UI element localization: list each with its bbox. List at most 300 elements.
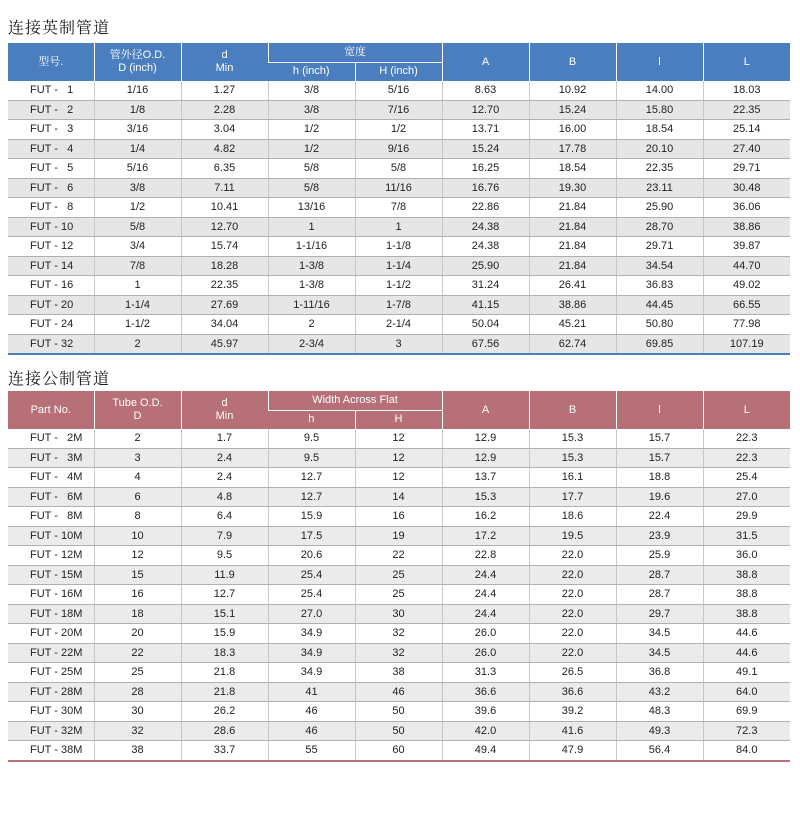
table-cell: 34.9 — [268, 624, 355, 644]
table-cell: 29.7 — [616, 604, 703, 624]
table-cell: 72.3 — [703, 721, 790, 741]
table-cell: 27.0 — [703, 487, 790, 507]
table-cell: 18.28 — [181, 256, 268, 276]
header-l-small: l — [616, 43, 703, 81]
header-tube-od-top: 管外径O.D. — [109, 49, 166, 61]
metric-fittings-table — [8, 391, 790, 762]
table-cell: 27.0 — [268, 604, 355, 624]
table-cell: 18.03 — [703, 81, 790, 100]
table-row — [8, 315, 790, 335]
table-row — [8, 663, 790, 683]
table-cell: 10.41 — [181, 198, 268, 218]
table-cell: 38 — [94, 741, 181, 761]
table-cell: 19.6 — [616, 487, 703, 507]
table-cell: 7.11 — [181, 178, 268, 198]
table-cell: 50 — [355, 721, 442, 741]
table-cell: 64.0 — [703, 682, 790, 702]
table-cell: 13.7 — [442, 468, 529, 488]
table-cell: 32 — [94, 721, 181, 741]
part-number-cell: FUT - 2M — [8, 429, 94, 448]
table-cell: 22.0 — [529, 643, 616, 663]
part-number-cell: FUT - 25M — [8, 663, 94, 683]
table-row — [8, 120, 790, 140]
table-cell: 1-11/16 — [268, 295, 355, 315]
table-cell: 25.90 — [442, 256, 529, 276]
table-cell: 18 — [94, 604, 181, 624]
table-cell: 12.7 — [181, 585, 268, 605]
table-cell: 1-1/16 — [268, 237, 355, 257]
table-row — [8, 721, 790, 741]
table-cell: 36.8 — [616, 663, 703, 683]
part-number-cell: FUT - 5 — [8, 159, 94, 179]
table-cell: 32 — [355, 624, 442, 644]
part-number-cell: FUT - 22M — [8, 643, 94, 663]
table-cell: 22.35 — [616, 159, 703, 179]
table-cell: 16.2 — [442, 507, 529, 527]
table-cell: 29.9 — [703, 507, 790, 527]
header-width: 宽度 — [268, 43, 442, 62]
table-cell: 22.86 — [442, 198, 529, 218]
table-cell: 22.3 — [703, 429, 790, 448]
table-cell: 3.04 — [181, 120, 268, 140]
table-cell: 44.70 — [703, 256, 790, 276]
table-cell: 14 — [355, 487, 442, 507]
table-cell: 7.9 — [181, 526, 268, 546]
table-row — [8, 429, 790, 448]
table-cell: 1-1/2 — [355, 276, 442, 296]
header-l-large: L — [703, 43, 790, 81]
table-cell: 1-1/2 — [94, 315, 181, 335]
table-cell: 56.4 — [616, 741, 703, 761]
header-l-large: L — [703, 391, 790, 429]
table-cell: 46 — [355, 682, 442, 702]
part-number-cell: FUT - 10 — [8, 217, 94, 237]
table-cell: 1-1/4 — [94, 295, 181, 315]
table-cell: 69.9 — [703, 702, 790, 722]
table-cell: 4 — [94, 468, 181, 488]
table-cell: 12.70 — [181, 217, 268, 237]
table-cell: 2-3/4 — [268, 334, 355, 354]
table-cell: 28 — [94, 682, 181, 702]
table-row — [8, 682, 790, 702]
table-row — [8, 217, 790, 237]
header-d-min — [181, 391, 268, 429]
table-cell: 15.80 — [616, 100, 703, 120]
table-cell: 29.71 — [703, 159, 790, 179]
table-cell: 47.9 — [529, 741, 616, 761]
header-a: A — [442, 391, 529, 429]
table-cell: 6.35 — [181, 159, 268, 179]
table-row — [8, 448, 790, 468]
table-cell: 17.2 — [442, 526, 529, 546]
table-cell: 66.55 — [703, 295, 790, 315]
header-b: B — [529, 43, 616, 81]
table-cell: 4.8 — [181, 487, 268, 507]
table-cell: 3 — [94, 448, 181, 468]
table-cell: 12.70 — [442, 100, 529, 120]
table-cell: 1-1/8 — [355, 237, 442, 257]
table-cell: 6.4 — [181, 507, 268, 527]
table-cell: 19.30 — [529, 178, 616, 198]
table-cell: 25.4 — [703, 468, 790, 488]
part-number-cell: FUT - 14 — [8, 256, 94, 276]
table-cell: 12 — [355, 429, 442, 448]
table-cell: 1-3/8 — [268, 256, 355, 276]
header-d-bottom: Min — [215, 62, 234, 74]
part-number-cell: FUT - 16M — [8, 585, 94, 605]
table-cell: 25.4 — [268, 585, 355, 605]
table-cell: 16 — [355, 507, 442, 527]
table-cell: 18.8 — [616, 468, 703, 488]
table-cell: 15.9 — [181, 624, 268, 644]
table-cell: 31.24 — [442, 276, 529, 296]
table-cell: 24.4 — [442, 604, 529, 624]
table-cell: 17.7 — [529, 487, 616, 507]
table-cell: 30 — [94, 702, 181, 722]
table-cell: 34.9 — [268, 663, 355, 683]
table-cell: 18.54 — [616, 120, 703, 140]
part-number-cell: FUT - 28M — [8, 682, 94, 702]
table-cell: 14.00 — [616, 81, 703, 100]
table-cell: 5/8 — [268, 159, 355, 179]
table-cell: 21.84 — [529, 256, 616, 276]
table-cell: 26.0 — [442, 643, 529, 663]
table-cell: 15.9 — [268, 507, 355, 527]
part-number-cell: FUT - 6M — [8, 487, 94, 507]
header-h-small: h — [268, 410, 355, 429]
table-cell: 21.84 — [529, 237, 616, 257]
table-cell: 39.6 — [442, 702, 529, 722]
table-cell: 1/2 — [268, 120, 355, 140]
table-cell: 25 — [355, 585, 442, 605]
table-cell: 1/2 — [94, 198, 181, 218]
table-cell: 1.27 — [181, 81, 268, 100]
table-cell: 22.35 — [703, 100, 790, 120]
table-row — [8, 624, 790, 644]
header-b: B — [529, 391, 616, 429]
table-cell: 25.9 — [616, 546, 703, 566]
table-cell: 49.3 — [616, 721, 703, 741]
table-cell: 22.35 — [181, 276, 268, 296]
part-number-cell: FUT - 20 — [8, 295, 94, 315]
table-cell: 28.7 — [616, 585, 703, 605]
table-row — [8, 100, 790, 120]
header-tube-od-top: Tube O.D. — [112, 397, 163, 409]
table-cell: 18.3 — [181, 643, 268, 663]
table-row — [8, 546, 790, 566]
table-cell: 19 — [355, 526, 442, 546]
header-h-small: h (inch) — [268, 62, 355, 81]
header-h-large: H (inch) — [355, 62, 442, 81]
table-cell: 12.9 — [442, 448, 529, 468]
imperial-section-title: 连接英制管道 — [8, 20, 111, 37]
header-l-small: l — [616, 391, 703, 429]
table-cell: 9.5 — [268, 448, 355, 468]
table-row — [8, 178, 790, 198]
table-row — [8, 604, 790, 624]
table-row — [8, 741, 790, 761]
table-cell: 21.84 — [529, 217, 616, 237]
table-cell: 16.1 — [529, 468, 616, 488]
table-row — [8, 198, 790, 218]
table-cell: 9.5 — [268, 429, 355, 448]
header-d-top: d — [221, 397, 228, 409]
table-cell: 2.28 — [181, 100, 268, 120]
header-h-large: H — [355, 410, 442, 429]
table-cell: 1/4 — [94, 139, 181, 159]
table-cell: 29.71 — [616, 237, 703, 257]
table-cell: 28.70 — [616, 217, 703, 237]
header-tube-od — [94, 391, 181, 429]
table-cell: 77.98 — [703, 315, 790, 335]
table-cell: 17.78 — [529, 139, 616, 159]
table-cell: 34.9 — [268, 643, 355, 663]
table-cell: 32 — [355, 643, 442, 663]
table-cell: 7/16 — [355, 100, 442, 120]
table-cell: 2-1/4 — [355, 315, 442, 335]
header-tube-od-bottom: D — [133, 410, 142, 422]
part-number-cell: FUT - 2 — [8, 100, 94, 120]
table-cell: 16.76 — [442, 178, 529, 198]
part-number-cell: FUT - 10M — [8, 526, 94, 546]
table-cell: 36.06 — [703, 198, 790, 218]
table-row — [8, 643, 790, 663]
table-cell: 22.0 — [529, 585, 616, 605]
table-cell: 2 — [268, 315, 355, 335]
part-number-cell: FUT - 3 — [8, 120, 94, 140]
table-cell: 24.38 — [442, 237, 529, 257]
table-cell: 5/16 — [355, 81, 442, 100]
table-cell: 19.5 — [529, 526, 616, 546]
table-cell: 60 — [355, 741, 442, 761]
part-number-cell: FUT - 32 — [8, 334, 94, 354]
table-cell: 3/8 — [94, 178, 181, 198]
table-cell: 67.56 — [442, 334, 529, 354]
table-row — [8, 237, 790, 257]
table-cell: 41.6 — [529, 721, 616, 741]
table-row — [8, 81, 790, 100]
table-cell: 15.24 — [529, 100, 616, 120]
table-cell: 1-1/4 — [355, 256, 442, 276]
table-cell: 46 — [268, 702, 355, 722]
table-cell: 62.74 — [529, 334, 616, 354]
table-row — [8, 487, 790, 507]
table-cell: 20.6 — [268, 546, 355, 566]
table-cell: 36.83 — [616, 276, 703, 296]
table-cell: 50.04 — [442, 315, 529, 335]
table-cell: 12.7 — [268, 468, 355, 488]
header-part-no: Part No. — [8, 391, 94, 429]
table-row — [8, 295, 790, 315]
header-a: A — [442, 43, 529, 81]
part-number-cell: FUT - 1 — [8, 81, 94, 100]
table-row — [8, 526, 790, 546]
table-cell: 10.92 — [529, 81, 616, 100]
table-cell: 1 — [94, 276, 181, 296]
header-width-across-flat: Width Across Flat — [268, 391, 442, 410]
table-cell: 36.6 — [529, 682, 616, 702]
table-cell: 41 — [268, 682, 355, 702]
table-cell: 43.2 — [616, 682, 703, 702]
table-cell: 16 — [94, 585, 181, 605]
table-cell: 36.0 — [703, 546, 790, 566]
table-cell: 11.9 — [181, 565, 268, 585]
table-cell: 49.1 — [703, 663, 790, 683]
table-cell: 9.5 — [181, 546, 268, 566]
table-cell: 34.5 — [616, 624, 703, 644]
table-cell: 12 — [355, 468, 442, 488]
table-cell: 48.3 — [616, 702, 703, 722]
table-cell: 38.8 — [703, 604, 790, 624]
table-cell: 23.11 — [616, 178, 703, 198]
table-cell: 5/16 — [94, 159, 181, 179]
table-cell: 15.1 — [181, 604, 268, 624]
table-cell: 44.6 — [703, 624, 790, 644]
part-number-cell: FUT - 6 — [8, 178, 94, 198]
imperial-table-body — [8, 81, 790, 354]
table-cell: 3/4 — [94, 237, 181, 257]
table-cell: 15.24 — [442, 139, 529, 159]
part-number-cell: FUT - 12M — [8, 546, 94, 566]
table-cell: 1/2 — [268, 139, 355, 159]
table-cell: 30 — [355, 604, 442, 624]
table-cell: 39.87 — [703, 237, 790, 257]
table-cell: 12 — [355, 448, 442, 468]
metric-table-body — [8, 429, 790, 761]
table-row — [8, 507, 790, 527]
table-cell: 15.3 — [529, 448, 616, 468]
table-cell: 24.4 — [442, 585, 529, 605]
table-cell: 1.7 — [181, 429, 268, 448]
table-cell: 55 — [268, 741, 355, 761]
table-row — [8, 256, 790, 276]
table-cell: 1/8 — [94, 100, 181, 120]
table-row — [8, 468, 790, 488]
table-cell: 49.02 — [703, 276, 790, 296]
table-cell: 15.3 — [529, 429, 616, 448]
table-cell: 17.5 — [268, 526, 355, 546]
table-cell: 26.5 — [529, 663, 616, 683]
table-row — [8, 702, 790, 722]
table-cell: 20 — [94, 624, 181, 644]
table-cell: 22.3 — [703, 448, 790, 468]
table-cell: 21.84 — [529, 198, 616, 218]
table-cell: 15 — [94, 565, 181, 585]
table-cell: 24.4 — [442, 565, 529, 585]
table-cell: 22.8 — [442, 546, 529, 566]
table-cell: 84.0 — [703, 741, 790, 761]
part-number-cell: FUT - 38M — [8, 741, 94, 761]
table-cell: 15.3 — [442, 487, 529, 507]
table-cell: 1 — [355, 217, 442, 237]
table-cell: 34.5 — [616, 643, 703, 663]
table-cell: 33.7 — [181, 741, 268, 761]
table-cell: 38 — [355, 663, 442, 683]
table-cell: 26.41 — [529, 276, 616, 296]
table-cell: 5/8 — [268, 178, 355, 198]
table-cell: 25.4 — [268, 565, 355, 585]
table-cell: 44.6 — [703, 643, 790, 663]
table-cell: 4.82 — [181, 139, 268, 159]
table-cell: 28.7 — [616, 565, 703, 585]
table-cell: 24.38 — [442, 217, 529, 237]
table-cell: 44.45 — [616, 295, 703, 315]
table-cell: 12 — [94, 546, 181, 566]
table-cell: 28.6 — [181, 721, 268, 741]
table-cell: 20.10 — [616, 139, 703, 159]
table-cell: 1/2 — [355, 120, 442, 140]
header-d-bottom: Min — [215, 410, 234, 422]
table-row — [8, 585, 790, 605]
table-cell: 22 — [94, 643, 181, 663]
table-cell: 50.80 — [616, 315, 703, 335]
part-number-cell: FUT - 20M — [8, 624, 94, 644]
table-cell: 22.0 — [529, 565, 616, 585]
table-cell: 16.00 — [529, 120, 616, 140]
table-cell: 13.71 — [442, 120, 529, 140]
table-cell: 13/16 — [268, 198, 355, 218]
table-cell: 1 — [268, 217, 355, 237]
part-number-cell: FUT - 4M — [8, 468, 94, 488]
table-cell: 3/8 — [268, 81, 355, 100]
table-cell: 6 — [94, 487, 181, 507]
table-cell: 9/16 — [355, 139, 442, 159]
table-cell: 11/16 — [355, 178, 442, 198]
imperial-fittings-table — [8, 43, 790, 355]
table-cell: 26.2 — [181, 702, 268, 722]
table-cell: 12.7 — [268, 487, 355, 507]
header-model: 型号. — [8, 43, 94, 81]
table-cell: 5/8 — [355, 159, 442, 179]
part-number-cell: FUT - 4 — [8, 139, 94, 159]
table-cell: 39.2 — [529, 702, 616, 722]
part-number-cell: FUT - 18M — [8, 604, 94, 624]
part-number-cell: FUT - 24 — [8, 315, 94, 335]
header-tube-od-bottom: D (inch) — [118, 62, 157, 74]
table-cell: 16.25 — [442, 159, 529, 179]
table-cell: 34.54 — [616, 256, 703, 276]
table-cell: 42.0 — [442, 721, 529, 741]
table-cell: 2 — [94, 334, 181, 354]
table-cell: 22.0 — [529, 546, 616, 566]
table-cell: 15.74 — [181, 237, 268, 257]
table-cell: 25 — [94, 663, 181, 683]
table-cell: 3/8 — [268, 100, 355, 120]
table-row — [8, 159, 790, 179]
table-cell: 7/8 — [94, 256, 181, 276]
table-cell: 15.7 — [616, 429, 703, 448]
table-cell: 18.54 — [529, 159, 616, 179]
table-cell: 1-7/8 — [355, 295, 442, 315]
table-row — [8, 565, 790, 585]
table-cell: 22.4 — [616, 507, 703, 527]
table-cell: 27.69 — [181, 295, 268, 315]
table-cell: 7/8 — [355, 198, 442, 218]
table-row — [8, 139, 790, 159]
table-cell: 25 — [355, 565, 442, 585]
table-cell: 1/16 — [94, 81, 181, 100]
table-cell: 22.0 — [529, 624, 616, 644]
table-cell: 34.04 — [181, 315, 268, 335]
table-cell: 5/8 — [94, 217, 181, 237]
table-cell: 46 — [268, 721, 355, 741]
part-number-cell: FUT - 12 — [8, 237, 94, 257]
table-cell: 26.0 — [442, 624, 529, 644]
table-cell: 107.19 — [703, 334, 790, 354]
part-number-cell: FUT - 8M — [8, 507, 94, 527]
table-row — [8, 276, 790, 296]
table-cell: 8.63 — [442, 81, 529, 100]
